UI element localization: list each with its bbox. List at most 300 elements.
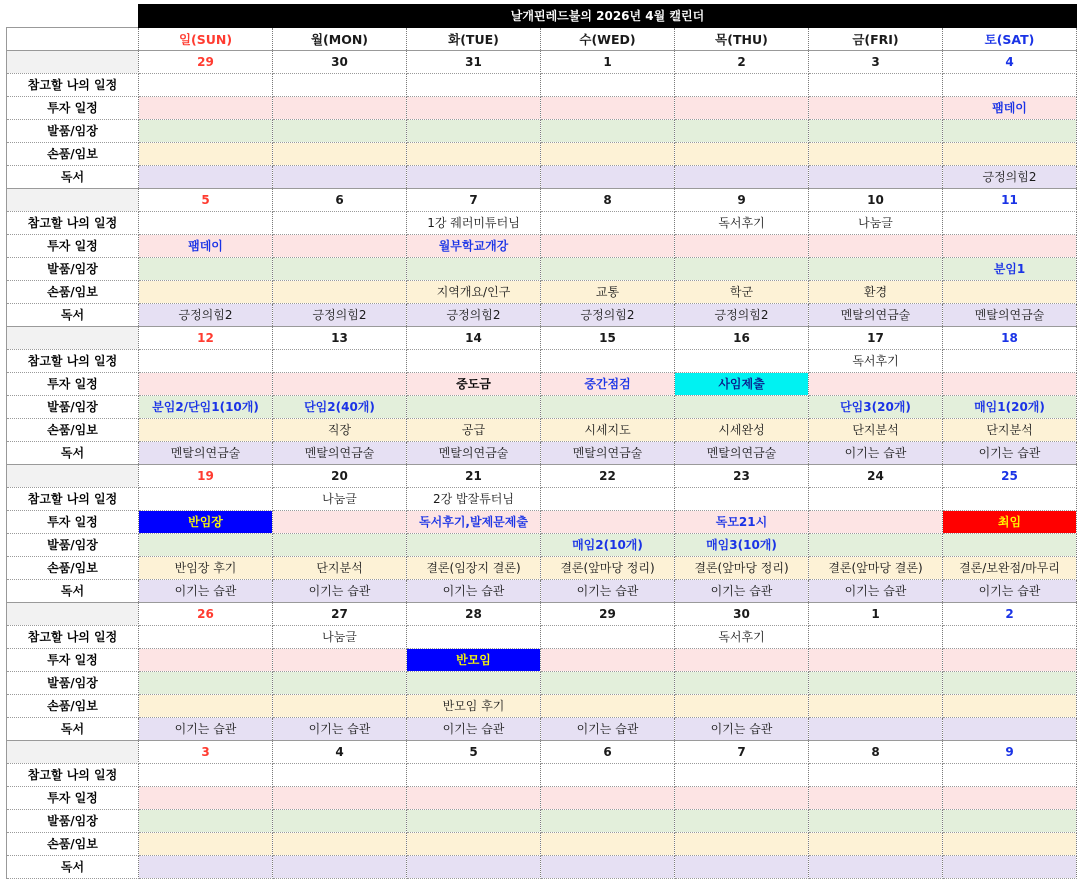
schedule-cell[interactable]	[139, 833, 273, 856]
schedule-cell[interactable]	[407, 534, 541, 557]
schedule-cell[interactable]	[273, 281, 407, 304]
date-cell[interactable]: 3	[809, 51, 943, 74]
date-cell[interactable]: 30	[675, 603, 809, 626]
schedule-cell[interactable]	[139, 166, 273, 189]
schedule-cell[interactable]	[809, 626, 943, 649]
weekday-header: 화(TUE)	[407, 28, 541, 51]
schedule-cell[interactable]	[943, 856, 1077, 879]
schedule-cell[interactable]	[809, 764, 943, 787]
schedule-cell[interactable]: 결론(앞마당 결론)	[809, 557, 943, 580]
schedule-cell[interactable]	[809, 787, 943, 810]
date-cell[interactable]: 7	[407, 189, 541, 212]
schedule-cell[interactable]: 이기는 습관	[675, 580, 809, 603]
schedule-cell[interactable]: 멘탈의연금술	[273, 442, 407, 465]
schedule-cell[interactable]	[675, 833, 809, 856]
schedule-cell[interactable]: 중간점검	[541, 373, 675, 396]
schedule-cell[interactable]	[273, 511, 407, 534]
date-cell[interactable]: 11	[943, 189, 1077, 212]
schedule-cell[interactable]: 멘탈의연금술	[943, 304, 1077, 327]
schedule-cell[interactable]	[675, 856, 809, 879]
schedule-cell[interactable]	[675, 649, 809, 672]
schedule-cell[interactable]	[541, 810, 675, 833]
schedule-row	[7, 764, 1077, 787]
weekday-header: 수(WED)	[541, 28, 675, 51]
schedule-cell[interactable]	[541, 833, 675, 856]
date-cell[interactable]: 4	[273, 741, 407, 764]
schedule-cell[interactable]	[273, 649, 407, 672]
schedule-cell[interactable]	[809, 856, 943, 879]
date-cell[interactable]: 22	[541, 465, 675, 488]
schedule-cell[interactable]	[273, 373, 407, 396]
date-cell[interactable]: 2	[943, 603, 1077, 626]
date-row	[7, 327, 1077, 350]
schedule-cell[interactable]	[541, 166, 675, 189]
date-row-label	[7, 327, 139, 350]
schedule-row	[7, 856, 1077, 879]
schedule-row	[7, 511, 1077, 534]
calendar-title: 날개핀레드불의 2026년 4월 캘린더	[139, 5, 1077, 28]
schedule-cell[interactable]: 나눔글	[809, 212, 943, 235]
schedule-cell[interactable]: 시세완성	[675, 419, 809, 442]
schedule-cell[interactable]: 단지분석	[943, 419, 1077, 442]
schedule-cell[interactable]	[541, 787, 675, 810]
schedule-cell[interactable]	[675, 764, 809, 787]
schedule-cell[interactable]: 매임3(10개)	[675, 534, 809, 557]
schedule-cell[interactable]: 단지분석	[809, 419, 943, 442]
schedule-cell[interactable]	[407, 74, 541, 97]
date-row-label	[7, 603, 139, 626]
schedule-cell[interactable]	[139, 649, 273, 672]
schedule-cell[interactable]: 2강 밥잘튜터님	[407, 488, 541, 511]
schedule-cell[interactable]	[809, 235, 943, 258]
schedule-cell[interactable]	[541, 856, 675, 879]
schedule-cell[interactable]: 이기는 습관	[139, 580, 273, 603]
date-cell[interactable]: 29	[541, 603, 675, 626]
date-cell[interactable]: 13	[273, 327, 407, 350]
schedule-cell[interactable]	[943, 764, 1077, 787]
schedule-row	[7, 534, 1077, 557]
schedule-cell[interactable]	[273, 235, 407, 258]
schedule-cell[interactable]	[139, 534, 273, 557]
row-label: 발품/임장	[7, 396, 139, 419]
date-row	[7, 603, 1077, 626]
schedule-cell[interactable]	[943, 74, 1077, 97]
schedule-cell[interactable]: 나눔글	[273, 626, 407, 649]
schedule-cell[interactable]	[809, 810, 943, 833]
date-cell[interactable]: 20	[273, 465, 407, 488]
schedule-cell[interactable]	[809, 672, 943, 695]
schedule-cell[interactable]	[139, 695, 273, 718]
date-cell[interactable]: 15	[541, 327, 675, 350]
schedule-cell[interactable]	[675, 810, 809, 833]
schedule-cell[interactable]: 이기는 습관	[407, 718, 541, 741]
date-row-label	[7, 189, 139, 212]
schedule-cell[interactable]: 긍정의힘2	[541, 304, 675, 327]
weekday-header: 금(FRI)	[809, 28, 943, 51]
schedule-cell[interactable]: 직장	[273, 419, 407, 442]
schedule-cell[interactable]	[675, 74, 809, 97]
row-label: 독서	[7, 718, 139, 741]
schedule-cell[interactable]	[273, 810, 407, 833]
date-cell[interactable]: 19	[139, 465, 273, 488]
schedule-cell[interactable]	[139, 764, 273, 787]
schedule-cell[interactable]: 결론/보완점/마무리	[943, 557, 1077, 580]
schedule-row	[7, 97, 1077, 120]
schedule-cell[interactable]	[675, 258, 809, 281]
schedule-cell[interactable]	[541, 212, 675, 235]
schedule-cell[interactable]	[943, 212, 1077, 235]
schedule-cell[interactable]	[943, 488, 1077, 511]
weekday-header: 월(MON)	[273, 28, 407, 51]
schedule-cell[interactable]	[139, 419, 273, 442]
schedule-cell[interactable]: 멘탈의연금술	[675, 442, 809, 465]
schedule-cell[interactable]	[273, 672, 407, 695]
schedule-cell[interactable]	[273, 856, 407, 879]
schedule-cell[interactable]: 긍정의힘2	[273, 304, 407, 327]
schedule-cell[interactable]: 긍정의힘2	[675, 304, 809, 327]
schedule-cell[interactable]: 이기는 습관	[273, 718, 407, 741]
schedule-cell[interactable]	[541, 143, 675, 166]
schedule-cell[interactable]: 1강 줴러미튜터님	[407, 212, 541, 235]
date-cell[interactable]: 8	[541, 189, 675, 212]
schedule-cell[interactable]: 이기는 습관	[541, 718, 675, 741]
schedule-cell[interactable]: 멘탈의연금술	[407, 442, 541, 465]
schedule-cell[interactable]	[675, 143, 809, 166]
schedule-cell[interactable]	[139, 626, 273, 649]
date-cell[interactable]: 17	[809, 327, 943, 350]
schedule-row	[7, 373, 1077, 396]
row-label: 투자 일정	[7, 511, 139, 534]
date-cell[interactable]: 4	[943, 51, 1077, 74]
schedule-row	[7, 833, 1077, 856]
schedule-cell[interactable]	[541, 695, 675, 718]
schedule-cell[interactable]: 반임장 후기	[139, 557, 273, 580]
schedule-cell[interactable]	[407, 97, 541, 120]
date-cell[interactable]: 9	[943, 741, 1077, 764]
schedule-cell[interactable]: 단임3(20개)	[809, 396, 943, 419]
schedule-cell[interactable]	[139, 787, 273, 810]
schedule-cell[interactable]	[675, 97, 809, 120]
schedule-cell[interactable]: 단임2(40개)	[273, 396, 407, 419]
row-label: 손품/임보	[7, 143, 139, 166]
date-cell[interactable]: 5	[407, 741, 541, 764]
schedule-cell[interactable]	[541, 672, 675, 695]
schedule-cell[interactable]	[273, 166, 407, 189]
schedule-cell[interactable]: 팸데이	[139, 235, 273, 258]
schedule-cell[interactable]: 나눔글	[273, 488, 407, 511]
row-label: 독서	[7, 856, 139, 879]
schedule-cell[interactable]	[809, 120, 943, 143]
schedule-cell[interactable]	[273, 212, 407, 235]
schedule-cell[interactable]: 멘탈의연금술	[139, 442, 273, 465]
schedule-cell[interactable]	[407, 856, 541, 879]
schedule-cell[interactable]: 독서후기,발제문제출	[407, 511, 541, 534]
row-label: 투자 일정	[7, 373, 139, 396]
schedule-cell[interactable]	[943, 695, 1077, 718]
schedule-cell[interactable]: 교통	[541, 281, 675, 304]
schedule-cell[interactable]	[809, 718, 943, 741]
schedule-cell[interactable]	[809, 74, 943, 97]
schedule-cell[interactable]: 독서후기	[675, 626, 809, 649]
schedule-cell[interactable]	[541, 350, 675, 373]
schedule-cell[interactable]	[273, 534, 407, 557]
date-cell[interactable]: 8	[809, 741, 943, 764]
schedule-cell[interactable]: 학군	[675, 281, 809, 304]
schedule-cell[interactable]	[541, 74, 675, 97]
row-label: 손품/임보	[7, 419, 139, 442]
schedule-cell[interactable]: 팸데이	[943, 97, 1077, 120]
schedule-cell[interactable]	[407, 626, 541, 649]
schedule-cell[interactable]: 이기는 습관	[541, 580, 675, 603]
schedule-cell[interactable]	[675, 695, 809, 718]
schedule-cell[interactable]	[541, 649, 675, 672]
row-label: 참고할 나의 일정	[7, 212, 139, 235]
date-cell[interactable]: 25	[943, 465, 1077, 488]
schedule-cell[interactable]: 독서후기	[809, 350, 943, 373]
date-cell[interactable]: 27	[273, 603, 407, 626]
date-cell[interactable]: 31	[407, 51, 541, 74]
schedule-cell[interactable]: 분임1	[943, 258, 1077, 281]
schedule-cell[interactable]: 이기는 습관	[407, 580, 541, 603]
schedule-cell[interactable]: 공급	[407, 419, 541, 442]
date-cell[interactable]: 23	[675, 465, 809, 488]
row-label: 손품/임보	[7, 557, 139, 580]
schedule-cell[interactable]	[541, 120, 675, 143]
weekday-header-row	[7, 28, 1077, 51]
date-cell[interactable]: 5	[139, 189, 273, 212]
schedule-cell[interactable]: 이기는 습관	[273, 580, 407, 603]
schedule-cell[interactable]	[541, 258, 675, 281]
schedule-cell[interactable]	[809, 534, 943, 557]
schedule-cell[interactable]: 반모임 후기	[407, 695, 541, 718]
schedule-cell[interactable]	[943, 626, 1077, 649]
schedule-cell[interactable]: 이기는 습관	[809, 580, 943, 603]
schedule-cell[interactable]: 반임장	[139, 511, 273, 534]
date-cell[interactable]: 6	[273, 189, 407, 212]
schedule-cell[interactable]: 긍정의힘2	[139, 304, 273, 327]
schedule-cell[interactable]	[809, 695, 943, 718]
schedule-cell[interactable]	[541, 97, 675, 120]
schedule-cell[interactable]	[407, 120, 541, 143]
schedule-cell[interactable]	[541, 764, 675, 787]
schedule-cell[interactable]	[809, 258, 943, 281]
schedule-row	[7, 166, 1077, 189]
row-label: 발품/임장	[7, 672, 139, 695]
schedule-cell[interactable]	[139, 672, 273, 695]
schedule-cell[interactable]	[139, 97, 273, 120]
schedule-cell[interactable]	[809, 511, 943, 534]
schedule-cell[interactable]	[273, 97, 407, 120]
schedule-cell[interactable]	[139, 810, 273, 833]
schedule-cell[interactable]	[407, 350, 541, 373]
schedule-cell[interactable]	[407, 764, 541, 787]
schedule-cell[interactable]: 매임1(20개)	[943, 396, 1077, 419]
schedule-cell[interactable]: 월부학교개강	[407, 235, 541, 258]
schedule-cell[interactable]: 긍정의힘2	[407, 304, 541, 327]
row-label: 참고할 나의 일정	[7, 74, 139, 97]
schedule-row	[7, 787, 1077, 810]
schedule-cell[interactable]: 이기는 습관	[675, 718, 809, 741]
schedule-cell[interactable]	[675, 350, 809, 373]
schedule-cell[interactable]	[943, 787, 1077, 810]
schedule-cell[interactable]	[139, 258, 273, 281]
header-corner	[7, 28, 139, 51]
date-cell[interactable]: 21	[407, 465, 541, 488]
schedule-cell[interactable]	[273, 350, 407, 373]
schedule-cell[interactable]	[273, 764, 407, 787]
schedule-row	[7, 718, 1077, 741]
schedule-row	[7, 212, 1077, 235]
schedule-cell[interactable]	[943, 350, 1077, 373]
schedule-cell[interactable]	[943, 373, 1077, 396]
schedule-cell[interactable]	[407, 258, 541, 281]
schedule-row	[7, 626, 1077, 649]
schedule-cell[interactable]: 환경	[809, 281, 943, 304]
schedule-cell[interactable]: 긍정의힘2	[943, 166, 1077, 189]
schedule-cell[interactable]	[139, 212, 273, 235]
row-label: 발품/임장	[7, 258, 139, 281]
date-row-label	[7, 51, 139, 74]
row-label: 손품/임보	[7, 281, 139, 304]
schedule-cell[interactable]	[407, 672, 541, 695]
schedule-cell[interactable]	[273, 695, 407, 718]
schedule-cell[interactable]: 멘탈의연금술	[541, 442, 675, 465]
schedule-cell[interactable]: 최임	[943, 511, 1077, 534]
date-cell[interactable]: 26	[139, 603, 273, 626]
schedule-cell[interactable]: 이기는 습관	[139, 718, 273, 741]
schedule-cell[interactable]: 반모임	[407, 649, 541, 672]
schedule-cell[interactable]	[541, 488, 675, 511]
schedule-cell[interactable]	[139, 856, 273, 879]
schedule-cell[interactable]	[139, 373, 273, 396]
date-cell[interactable]: 1	[809, 603, 943, 626]
schedule-cell[interactable]	[675, 787, 809, 810]
schedule-cell[interactable]: 중도금	[407, 373, 541, 396]
schedule-cell[interactable]: 독서후기	[675, 212, 809, 235]
date-cell[interactable]: 16	[675, 327, 809, 350]
date-cell[interactable]: 3	[139, 741, 273, 764]
schedule-cell[interactable]	[943, 833, 1077, 856]
schedule-cell[interactable]: 지역개요/인구	[407, 281, 541, 304]
schedule-cell[interactable]: 이기는 습관	[809, 442, 943, 465]
date-row	[7, 189, 1077, 212]
schedule-cell[interactable]	[273, 787, 407, 810]
schedule-cell[interactable]	[675, 672, 809, 695]
row-label: 손품/임보	[7, 833, 139, 856]
schedule-cell[interactable]	[139, 350, 273, 373]
schedule-row	[7, 143, 1077, 166]
schedule-cell[interactable]	[943, 718, 1077, 741]
schedule-cell[interactable]	[943, 672, 1077, 695]
schedule-cell[interactable]	[541, 235, 675, 258]
schedule-cell[interactable]	[943, 235, 1077, 258]
schedule-cell[interactable]	[675, 120, 809, 143]
schedule-cell[interactable]: 독모21시	[675, 511, 809, 534]
schedule-cell[interactable]	[273, 833, 407, 856]
date-cell[interactable]: 6	[541, 741, 675, 764]
schedule-cell[interactable]	[541, 396, 675, 419]
schedule-cell[interactable]	[675, 396, 809, 419]
schedule-cell[interactable]	[407, 833, 541, 856]
date-cell[interactable]: 7	[675, 741, 809, 764]
date-cell[interactable]: 9	[675, 189, 809, 212]
date-cell[interactable]: 18	[943, 327, 1077, 350]
date-row	[7, 465, 1077, 488]
schedule-cell[interactable]	[541, 511, 675, 534]
schedule-cell[interactable]	[809, 166, 943, 189]
schedule-cell[interactable]	[407, 396, 541, 419]
schedule-cell[interactable]: 매임2(10개)	[541, 534, 675, 557]
date-cell[interactable]: 30	[273, 51, 407, 74]
schedule-cell[interactable]: 결론(앞마당 정리)	[675, 557, 809, 580]
schedule-cell[interactable]	[809, 143, 943, 166]
schedule-cell[interactable]	[139, 120, 273, 143]
schedule-cell[interactable]	[809, 833, 943, 856]
date-cell[interactable]: 2	[675, 51, 809, 74]
date-cell[interactable]: 28	[407, 603, 541, 626]
schedule-cell[interactable]	[139, 488, 273, 511]
schedule-cell[interactable]	[943, 143, 1077, 166]
schedule-cell[interactable]	[675, 488, 809, 511]
schedule-cell[interactable]	[943, 649, 1077, 672]
schedule-cell[interactable]: 이기는 습관	[943, 442, 1077, 465]
row-label: 발품/임장	[7, 810, 139, 833]
schedule-cell[interactable]	[541, 626, 675, 649]
schedule-cell[interactable]	[139, 281, 273, 304]
schedule-cell[interactable]	[273, 120, 407, 143]
schedule-cell[interactable]	[273, 258, 407, 281]
schedule-cell[interactable]	[675, 235, 809, 258]
schedule-cell[interactable]: 멘탈의연금술	[809, 304, 943, 327]
schedule-cell[interactable]: 사임제출	[675, 373, 809, 396]
schedule-cell[interactable]	[943, 534, 1077, 557]
date-cell[interactable]: 24	[809, 465, 943, 488]
schedule-cell[interactable]	[943, 810, 1077, 833]
schedule-cell[interactable]: 단지분석	[273, 557, 407, 580]
date-cell[interactable]: 1	[541, 51, 675, 74]
row-label: 참고할 나의 일정	[7, 626, 139, 649]
schedule-cell[interactable]	[407, 143, 541, 166]
date-cell[interactable]: 14	[407, 327, 541, 350]
schedule-cell[interactable]	[407, 810, 541, 833]
schedule-cell[interactable]: 이기는 습관	[943, 580, 1077, 603]
schedule-cell[interactable]	[809, 97, 943, 120]
schedule-cell[interactable]	[809, 649, 943, 672]
schedule-cell[interactable]	[273, 143, 407, 166]
schedule-cell[interactable]: 결론(임장지 결론)	[407, 557, 541, 580]
schedule-cell[interactable]	[809, 373, 943, 396]
schedule-cell[interactable]	[407, 787, 541, 810]
schedule-cell[interactable]	[139, 74, 273, 97]
schedule-cell[interactable]: 시세지도	[541, 419, 675, 442]
date-cell[interactable]: 12	[139, 327, 273, 350]
date-cell[interactable]: 29	[139, 51, 273, 74]
schedule-cell[interactable]	[809, 488, 943, 511]
row-label: 참고할 나의 일정	[7, 350, 139, 373]
schedule-cell[interactable]: 결론(앞마당 정리)	[541, 557, 675, 580]
schedule-cell[interactable]	[675, 166, 809, 189]
row-label: 독서	[7, 304, 139, 327]
schedule-cell[interactable]	[407, 166, 541, 189]
schedule-row	[7, 120, 1077, 143]
schedule-cell[interactable]	[943, 120, 1077, 143]
row-label: 투자 일정	[7, 97, 139, 120]
schedule-cell[interactable]	[273, 74, 407, 97]
date-cell[interactable]: 10	[809, 189, 943, 212]
schedule-cell[interactable]: 분임2/단임1(10개)	[139, 396, 273, 419]
schedule-cell[interactable]	[139, 143, 273, 166]
schedule-cell[interactable]	[943, 281, 1077, 304]
